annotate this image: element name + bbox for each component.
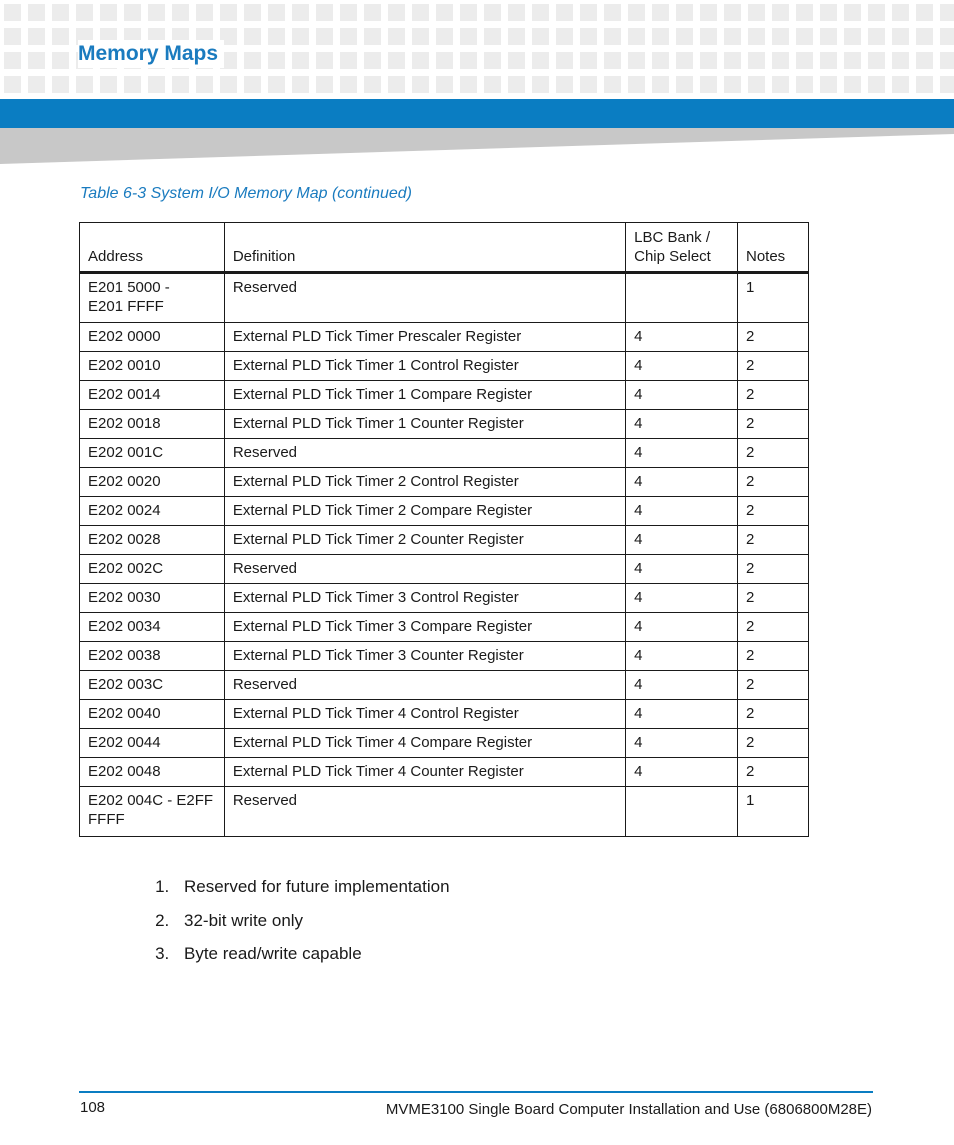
note-item: 2. 32-bit write only [174,911,450,945]
table-row [80,787,809,837]
table-row [80,381,809,410]
cell-notes: 2 [738,584,809,613]
cell-notes: 2 [738,642,809,671]
table-row [80,410,809,439]
cell-address [80,555,225,584]
table-row [80,352,809,381]
cell-definition: Reserved [224,555,625,584]
cell-lbc-bank [626,273,738,323]
cell-lbc-bank: 4 [626,555,738,584]
table-row [80,439,809,468]
page-number: 108 [80,1099,106,1116]
cell-lbc-bank: 4 [626,642,738,671]
cell-address [80,468,225,497]
address-line: E202 0030 [88,589,161,606]
cell-definition: Reserved [224,787,625,837]
address-line: E202 0038 [88,647,161,664]
cell-lbc-bank: 4 [626,468,738,497]
address-line: E202 0010 [88,357,161,374]
table-body [80,273,809,837]
cell-notes: 2 [738,671,809,700]
cell-notes: 2 [738,381,809,410]
cell-notes: 2 [738,439,809,468]
cell-definition: External PLD Tick Timer 1 Compare Register [224,381,625,410]
cell-address [80,700,225,729]
cell-address [80,352,225,381]
address-line: FFFF [88,811,125,828]
cell-address [80,584,225,613]
table-row [80,497,809,526]
address-line: E201 5000 - [88,279,170,296]
table-row [80,323,809,352]
cell-definition: Reserved [224,439,625,468]
address-line: E202 0040 [88,705,161,722]
cell-definition: External PLD Tick Timer Prescaler Register [224,323,625,352]
column-definition-header [224,223,625,273]
cell-definition: External PLD Tick Timer 4 Counter Register [224,758,625,787]
cell-notes: 1 [738,273,809,323]
address-line: E201 FFFF [88,298,164,315]
cell-address [80,642,225,671]
cell-address [80,613,225,642]
table-row [80,526,809,555]
cell-lbc-bank: 4 [626,439,738,468]
cell-lbc-bank: 4 [626,410,738,439]
cell-lbc-bank: 4 [626,497,738,526]
cell-address [80,323,225,352]
cell-lbc-bank [626,787,738,837]
cell-notes: 2 [738,323,809,352]
table-row [80,273,809,323]
cell-address [80,273,225,323]
cell-lbc-bank: 4 [626,671,738,700]
address-line: E202 002C [88,560,164,577]
footer-rule [79,1091,873,1093]
header-label-line: Definition [232,248,296,265]
cell-notes: 2 [738,497,809,526]
cell-address [80,787,225,837]
table-row [80,758,809,787]
cell-address [80,381,225,410]
cell-address [80,758,225,787]
cell-notes: 2 [738,526,809,555]
cell-lbc-bank: 4 [626,352,738,381]
header-label-line: LBC Bank / [634,229,710,246]
address-line: E202 0024 [88,502,161,519]
note-item: 1. Reserved for future implementation [174,877,450,911]
table-row [80,671,809,700]
cell-address [80,526,225,555]
cell-lbc-bank: 4 [626,323,738,352]
cell-address [80,410,225,439]
notes-list [150,877,450,978]
table-caption: Table 6-3 System I/O Memory Map (continued) [80,185,412,202]
cell-lbc-bank: 4 [626,613,738,642]
header-blue-band [0,99,954,128]
cell-address [80,497,225,526]
address-line: E202 0028 [88,531,161,548]
cell-definition: External PLD Tick Timer 1 Counter Register [224,410,625,439]
cell-definition: Reserved [224,671,625,700]
address-line: E202 001C [88,444,164,461]
table-row [80,642,809,671]
cell-definition: External PLD Tick Timer 4 Compare Register [224,729,625,758]
cell-notes: 2 [738,410,809,439]
cell-notes: 2 [738,352,809,381]
page-title: Memory Maps [78,40,224,68]
table-row [80,584,809,613]
address-line: E202 0014 [88,386,161,403]
table-row [80,555,809,584]
cell-definition: External PLD Tick Timer 2 Counter Register [224,526,625,555]
cell-definition: External PLD Tick Timer 3 Compare Register [224,613,625,642]
address-line: E202 0048 [88,763,161,780]
cell-address [80,671,225,700]
address-line: E202 0020 [88,473,161,490]
cell-definition: External PLD Tick Timer 2 Compare Register [224,497,625,526]
cell-definition: External PLD Tick Timer 2 Control Register [224,468,625,497]
cell-notes: 2 [738,555,809,584]
table-row [80,729,809,758]
address-line: E202 0044 [88,734,161,751]
cell-lbc-bank: 4 [626,700,738,729]
column-lbc-bank-header [626,223,738,273]
address-line: E202 0018 [88,415,161,432]
cell-lbc-bank: 4 [626,381,738,410]
address-line: E202 003C [88,676,164,693]
cell-notes: 2 [738,613,809,642]
cell-definition: External PLD Tick Timer 4 Control Register [224,700,625,729]
cell-notes: 2 [738,729,809,758]
cell-notes: 1 [738,787,809,837]
cell-lbc-bank: 4 [626,526,738,555]
cell-definition: Reserved [224,273,625,323]
table-row [80,468,809,497]
address-line: E202 0000 [88,328,161,345]
cell-address [80,729,225,758]
cell-lbc-bank: 4 [626,584,738,613]
header-label-line: Chip Select [634,248,711,265]
address-line: E202 004C - E2FF [88,792,214,809]
column-address-header [80,223,225,273]
cell-definition: External PLD Tick Timer 3 Control Register [224,584,625,613]
cell-definition: External PLD Tick Timer 3 Counter Register [224,642,625,671]
cell-notes: 2 [738,700,809,729]
cell-lbc-bank: 4 [626,729,738,758]
table-header-row [80,223,809,273]
cell-notes: 2 [738,758,809,787]
memory-map-table [79,222,809,837]
header-label-line: Address [88,248,144,265]
cell-address [80,439,225,468]
cell-notes: 2 [738,468,809,497]
cell-lbc-bank: 4 [626,758,738,787]
table-row [80,700,809,729]
address-line: E202 0034 [88,618,161,635]
note-item: 3. Byte read/write capable [174,944,450,978]
header-gray-swoosh [0,128,954,164]
table-row [80,613,809,642]
header-label-line: Notes [746,248,786,265]
column-notes-header [738,223,809,273]
cell-definition: External PLD Tick Timer 1 Control Register [224,352,625,381]
document-title: MVME3100 Single Board Computer Installation and Use (6806800M28E) [385,1101,872,1118]
